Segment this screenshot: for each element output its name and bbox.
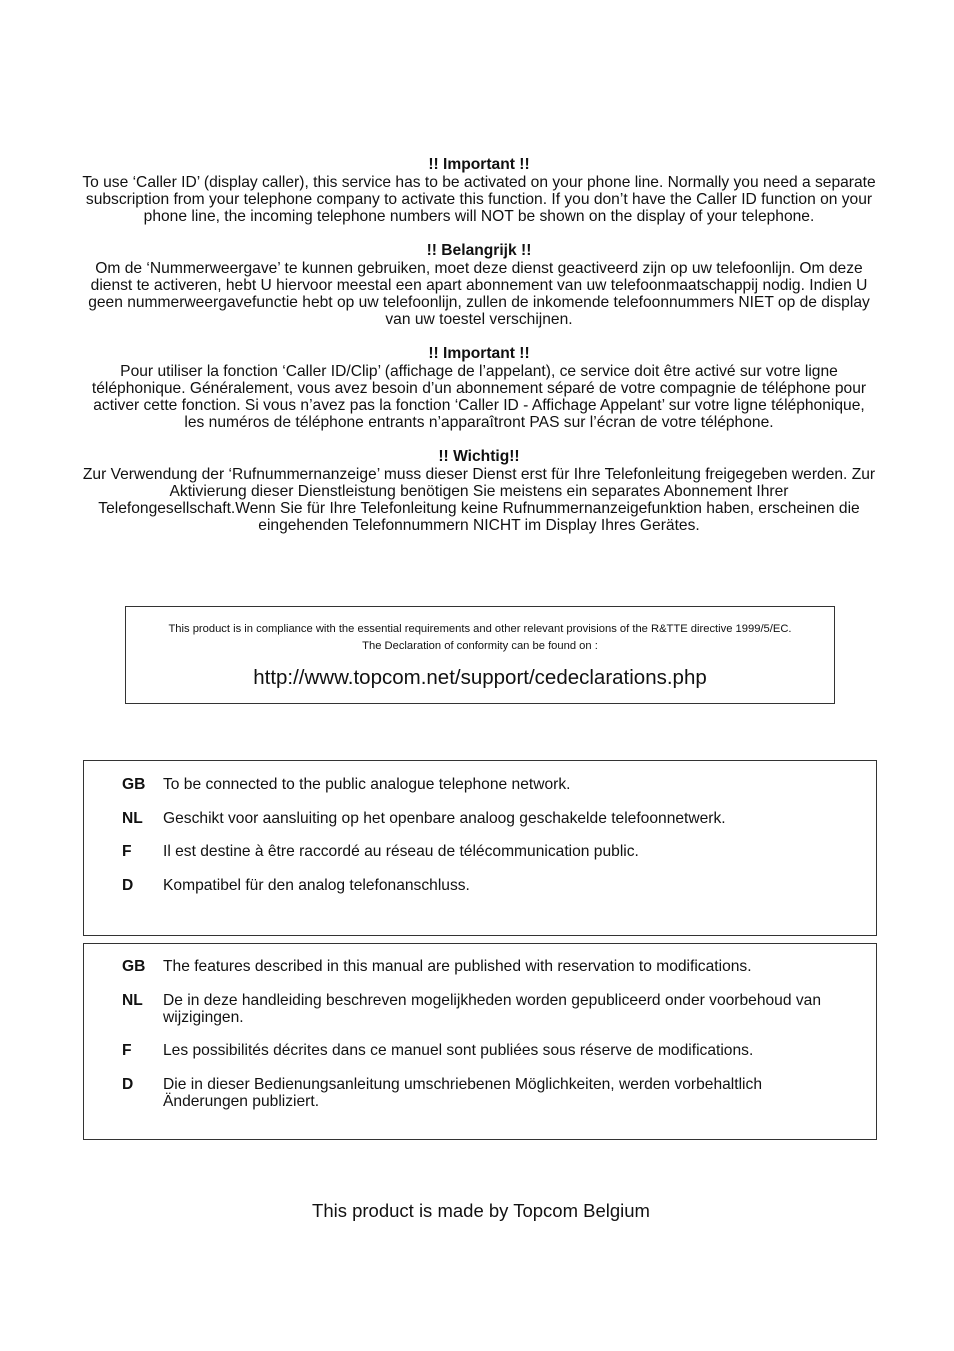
compliance-statement: This product is in compliance with the essential requirements and other relevant provisions of the R&TTE directive 1999/5/EC. <box>168 623 792 635</box>
language-code: NL <box>122 809 143 827</box>
language-code: F <box>122 1042 132 1059</box>
notice-english <box>82 155 876 225</box>
reservation-text: Les possibilités décrites dans ce manuel sont publiées sous réserve de modifications. <box>163 1042 754 1059</box>
language-code: GB <box>122 776 146 793</box>
notice-title: !! Wichtig!! <box>438 448 520 465</box>
reservation-text: Die in dieser Bedienungsanleitung umschriebenen Möglichkeiten, werden vorbehaltlich Änderungen publiziert. <box>163 1075 762 1110</box>
connection-box <box>83 760 877 936</box>
reservation-row-gb <box>122 958 846 975</box>
reservation-box <box>83 943 877 1140</box>
declaration-note: The Declaration of conformity can be found on : <box>362 639 598 652</box>
notice-title: !! Belangrijk !! <box>426 242 532 259</box>
reservation-row-f <box>122 1042 846 1059</box>
notice-body: Pour utiliser la fonction ‘Caller ID/Clip’ (affichage de l’appelant), ce service doit être activé sur votre ligne téléphonique. Généralement, vous avez besoin d’un abonnement séparé de votre compagnie de téléphone pour activer cette fonction. Si vous n’avez pas la fonction ‘Caller ID - Affichage Appelant’ sur votre ligne téléphonique, les numéros de téléphone entrants n’apparaîtront PAS sur l’écran de votre téléphone. <box>91 363 867 431</box>
notice-title: !! Important !! <box>428 345 530 362</box>
connection-text: To be connected to the public analogue telephone network. <box>163 776 571 793</box>
compliance-box <box>125 606 835 704</box>
reservation-text: De in deze handleiding beschreven mogelijkheden worden gepubliceerd onder voorbehoud van wijzigingen. <box>163 991 821 1026</box>
language-code: GB <box>122 958 146 975</box>
reservation-text: The features described in this manual are published with reservation to modifications. <box>163 958 752 975</box>
connection-text: Geschikt voor aansluiting op het openbare analoog geschakelde telefoonnetwerk. <box>163 809 726 827</box>
language-code: D <box>122 876 134 894</box>
language-code: D <box>122 1075 134 1093</box>
notice-body: To use ‘Caller ID’ (display caller), this service has to be activated on your phone line. Normally you need a separate subscription from your telephone company to activate this function. If you don’t have the Caller ID function on your phone line, the incoming telephone numbers will NOT be shown on the display of your telephone. <box>82 174 876 225</box>
connection-row-nl <box>122 810 846 827</box>
connection-row-gb <box>122 776 846 793</box>
connection-text: Kompatibel für den analog telefonanschluss. <box>163 876 470 894</box>
connection-row-d <box>122 877 846 894</box>
notice-dutch <box>82 241 876 328</box>
notice-french <box>82 344 876 431</box>
connection-row-f <box>122 843 846 860</box>
language-code: F <box>122 843 132 860</box>
reservation-row-d <box>122 1076 846 1110</box>
manufacturer-note: This product is made by Topcom Belgium <box>312 1200 650 1221</box>
notice-body: Om de ‘Nummerweergave’ te kunnen gebruiken, moet deze dienst geactiveerd zijn op uw telefoonlijn. Om deze dienst te activeren, hebt U hiervoor meestal een apart abonnement van uw telefoonmaatschappij nodig. Indien U geen nummerweergavefunctie hebt op uw telefoonlijn, zullen de inkomende telefoonnummers NIET op de display van uw toestel verschijnen. <box>88 260 870 328</box>
notice-title: !! Important !! <box>428 156 530 173</box>
reservation-row-nl <box>122 992 846 1026</box>
notice-body: Zur Verwendung der ‘Rufnummernanzeige’ muss dieser Dienst erst für Ihre Telefonleitung freigegeben werden. Zur Aktivierung dieser Dienstleistung benötigen Sie meistens ein separates Abonnement Ihrer Telefongesellschaft.Wenn Sie für Ihre Telefonleitung keine Rufnummernanzeigefunktion haben, erscheinen die eingehenden Telefonnummern NICHT im Display Ihres Gerätes. <box>82 466 876 534</box>
notice-german <box>82 447 876 534</box>
language-code: NL <box>122 991 143 1009</box>
caller-id-notices <box>82 155 876 550</box>
connection-text: Il est destine à être raccordé au réseau de télécommunication public. <box>163 843 639 860</box>
declaration-url: http://www.topcom.net/support/cedeclarations.php <box>253 666 707 689</box>
